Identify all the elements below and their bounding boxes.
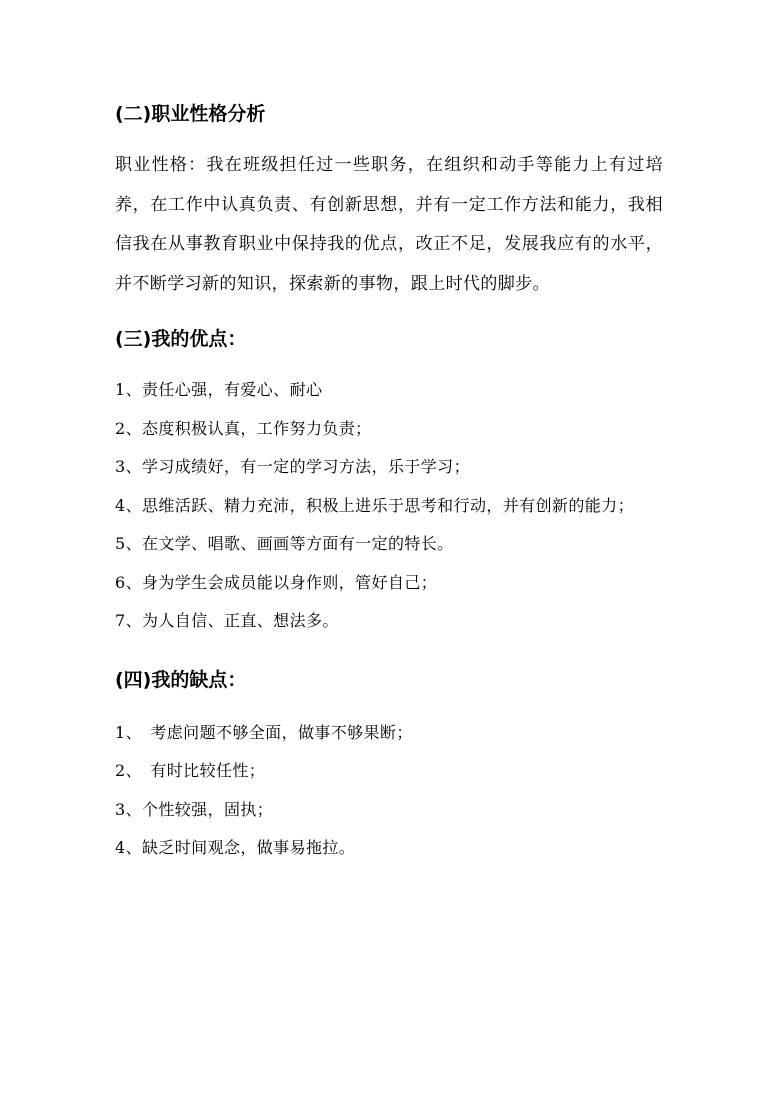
- section-heading-strengths: (三)我的优点：: [115, 328, 247, 350]
- list-item: 2、态度积极认真，工作努力负责；: [115, 418, 372, 438]
- section-heading-weaknesses: (四)我的缺点：: [115, 668, 247, 691]
- list-item: 3、学习成绩好，有一定的学习方法，乐于学习；: [115, 457, 470, 476]
- weaknesses-list: [115, 714, 663, 868]
- strengths-list: [115, 371, 663, 641]
- list-item: 1、 考虑问题不够全面，做事不够果断；: [115, 722, 413, 742]
- list-item: 4、缺乏时间观念，做事易拖拉。: [115, 838, 356, 857]
- list-item: 2、 有时比较任性；: [115, 761, 266, 780]
- list-item: 4、思维活跃、精力充沛，积极上进乐于思考和行动，并有创新的能力；: [115, 495, 634, 515]
- list-item: 1、责任心强，有爱心、耐心: [115, 380, 323, 399]
- list-item: 5、在文学、唱歌、画画等方面有一定的特长。: [115, 534, 454, 553]
- list-item: 6、身为学生会成员能以身作则，管好自己；: [115, 572, 438, 592]
- section-heading-personality: (二)职业性格分析: [115, 103, 266, 125]
- list-item: 7、为人自信、正直、想法多。: [115, 611, 339, 630]
- personality-paragraph: 职业性格：我在班级担任过一些职务，在组织和动手等能力上有过培养，在工作中认真负责、有创新思想，并有一定工作方法和能力，我相信我在从事教育职业中保持我的优点，改正不足，发展我应有的水平，并不断学习新的知识，探索新的事物，跟上时代的脚步。: [115, 155, 663, 294]
- document-content: [115, 92, 663, 868]
- list-item: 3、个性较强，固执；: [115, 799, 274, 819]
